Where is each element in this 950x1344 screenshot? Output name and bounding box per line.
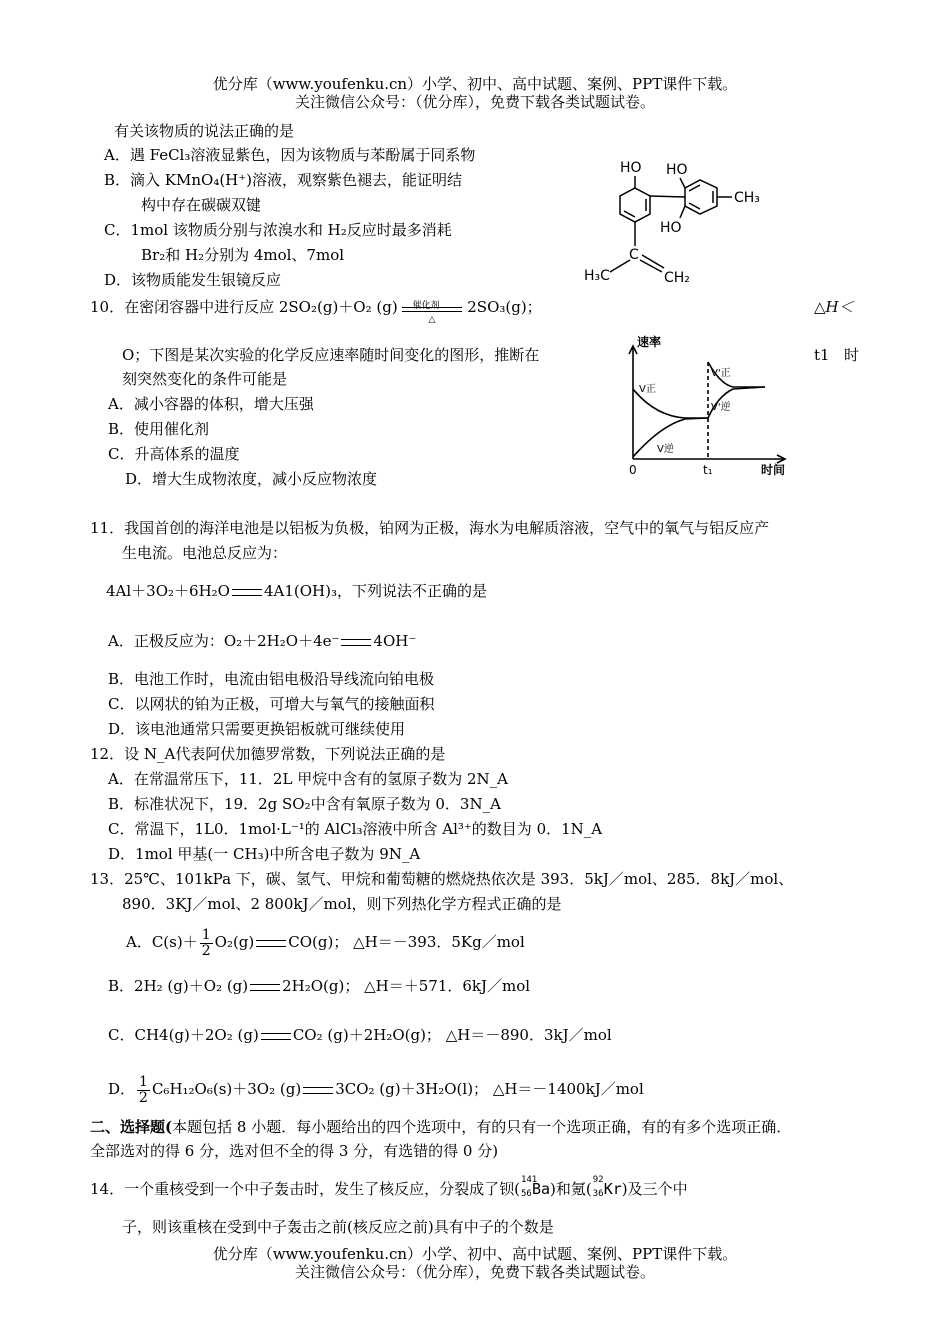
- barium-nuclide: [520, 1175, 551, 1199]
- v-forward-label: V正: [639, 384, 656, 395]
- h3c-label: H₃C: [584, 268, 610, 284]
- equals-sign: [250, 984, 280, 991]
- q14-stem-part1: 14．一个重核受到一个中子轰击时，发生了核反应，分裂成了钡(: [90, 1180, 520, 1198]
- q13-stem-line2: 890．3KJ／mol、2 800kJ／mol，则下列热化学方程式正确的是: [122, 895, 562, 913]
- q10-product: 2SO₃(g)；: [467, 298, 542, 316]
- q12-option-a: A．在常温常压下，11．2L 甲烷中含有的氢原子数为 2N_A: [108, 770, 508, 788]
- q9-option-b-line1: B．滴入 KMnO₄(H⁺)溶液，观察紫色褪去，能证明结: [104, 171, 463, 189]
- section-2-line1: [90, 1117, 791, 1137]
- equals-sign: [256, 940, 286, 947]
- q12-stem: 12．设 N_A代表阿伏加德罗常数，下列说法正确的是: [90, 745, 446, 763]
- v-forward-prime-label: V'正: [711, 368, 731, 379]
- q11-a-left: A．正极反应为：O₂＋2H₂O＋4e⁻: [108, 632, 340, 650]
- v-reverse-label: V逆: [657, 444, 674, 455]
- q10-stem-line3: 刻突然变化的条件可能是: [122, 370, 288, 388]
- krypton-nuclide: [592, 1175, 622, 1199]
- kr-mass-number: 92: [592, 1175, 604, 1185]
- q10-option-a: A．减小容器的体积，增大压强: [108, 395, 314, 413]
- q10-stem-line2: O；下图是某次实验的化学反应速率随时间变化的图形，推断在: [122, 346, 540, 364]
- q9-option-d: D．该物质能发生银镜反应: [104, 271, 282, 289]
- q11-eq-left: 4Al＋3O₂＋6H₂O: [106, 582, 230, 600]
- ch3-label: CH₃: [734, 190, 760, 206]
- header-line-2: 关注微信公众号：（优分库），免费下载各类试题试卷。: [294, 93, 655, 111]
- q13-b-pre: B．2H₂ (g)＋O₂ (g): [108, 977, 249, 995]
- q13-d-pre: D．: [108, 1080, 136, 1098]
- q10-option-c: C．升高体系的温度: [108, 445, 240, 463]
- ba-atomic-number: 56: [520, 1189, 532, 1199]
- x-axis-label: 时间: [761, 463, 786, 477]
- q11-option-a: [108, 631, 416, 651]
- fraction-numerator: 1: [201, 926, 211, 943]
- q11-stem-line1: 11．我国首创的海洋电池是以铝板为负极，铂网为正极，海水为电解质溶液，空气中的氧气与铝反应产: [90, 519, 770, 537]
- molecule-structure: [580, 150, 800, 295]
- q10-delta-h: △H＜: [814, 298, 854, 316]
- q13-d-mid: C₆H₁₂O₆(s)＋3O₂ (g): [151, 1080, 302, 1098]
- footer-line-1: 优分库（www.youfenku.cn）小学、初中、高中试题、案例、PPT课件下载。: [212, 1245, 738, 1263]
- q11-equation: [106, 581, 487, 601]
- q13-d-post: 3CO₂ (g)＋3H₂O(l)； △H＝－1400kJ／mol: [335, 1080, 644, 1098]
- section-2-title: 二、选择题(: [90, 1118, 173, 1136]
- origin-label: 0: [629, 463, 637, 477]
- q14-stem-line1: [90, 1175, 688, 1199]
- q13-c-pre: C．CH4(g)＋2O₂ (g): [108, 1026, 259, 1044]
- q12-option-d: D．1mol 甲基(一 CH₃)中所含电子数为 9N_A: [108, 845, 421, 863]
- c-label: C: [629, 247, 639, 263]
- equals-sign: [341, 639, 371, 646]
- q13-a-mid: O₂(g): [214, 933, 255, 951]
- q10-shi: 时: [844, 346, 860, 364]
- oh-label-1: HO: [620, 160, 642, 176]
- q9-option-a: A．遇 FeCl₃溶液显紫色，因为该物质与苯酚属于同系物: [104, 146, 476, 164]
- y-axis-label: 速率: [637, 335, 662, 349]
- q12-option-b: B．标准状况下，19．2g SO₂中含有氧原子数为 0．3N_A: [108, 795, 501, 813]
- kr-symbol: Kr: [603, 1180, 622, 1198]
- ba-mass-number: 141: [520, 1175, 538, 1185]
- v-reverse-prime-label: V'逆: [711, 402, 731, 413]
- q10-reactants: 10．在密闭容器中进行反应 2SO₂(g)＋O₂ (g): [90, 298, 398, 316]
- q10-option-b: B．使用催化剂: [108, 420, 210, 438]
- q11-option-b: B．电池工作时，电流由铝电极沿导线流向铂电极: [108, 670, 435, 688]
- q11-option-c: C．以网状的铂为正极，可增大与氧气的接触面积: [108, 695, 435, 713]
- section-2-line2: 全部选对的得 6 分，选对但不全的得 3 分，有选错的得 0 分): [90, 1142, 499, 1160]
- q13-c-post: CO₂ (g)＋2H₂O(g)； △H＝－890．3kJ／mol: [292, 1026, 612, 1044]
- q14-stem-part2: )及三个中: [621, 1180, 688, 1198]
- fraction-half: [137, 1075, 150, 1106]
- right-benzene-ring: [685, 180, 717, 214]
- q9-option-c-line1: C．1mol 该物质分别与浓溴水和 H₂反应时最多消耗: [104, 221, 452, 239]
- q13-stem-line1: 13．25℃、101kPa 下，碳、氢气、甲烷和葡萄糖的燃烧热依次是 393．5kJ／mol、285．8kJ／mol、: [90, 870, 794, 888]
- header-line-1: 优分库（www.youfenku.cn）小学、初中、高中试题、案例、PPT课件下载。: [212, 75, 738, 93]
- q13-option-b: [108, 976, 530, 996]
- kr-atomic-number: 36: [592, 1189, 604, 1199]
- q10-t1: t1: [814, 346, 830, 364]
- q14-mid: )和氪(: [550, 1180, 592, 1198]
- section-2-text1: 本题包括 8 小题．每小题给出的四个选项中，有的只有一个选项正确，有的有多个选项正确．: [172, 1118, 792, 1136]
- q13-option-d: [108, 1072, 644, 1106]
- q12-option-c: C．常温下，1L0．1mol·L⁻¹的 AlCl₃溶液中所含 Al³⁺的数目为 0．1N_A: [108, 820, 603, 838]
- q13-a-pre: A．C(s)＋: [126, 933, 198, 951]
- q13-option-c: [108, 1025, 612, 1045]
- q9-option-c-line2: Br₂和 H₂分别为 4mol、7mol: [141, 246, 345, 264]
- fraction-half: [200, 928, 213, 959]
- ch2-label: CH₂: [664, 270, 690, 286]
- q11-a-right: 4OH⁻: [373, 632, 417, 650]
- fraction-denominator: 2: [201, 942, 211, 959]
- equals-sign: [232, 589, 262, 596]
- q11-eq-right: 4A1(OH)₃，下列说法不正确的是: [263, 582, 487, 600]
- q10-stem-line1: [90, 297, 542, 325]
- heat-label: △: [428, 315, 436, 325]
- catalyst-label: 催化剂: [412, 301, 440, 311]
- q14-stem-line2: 子，则该重核在受到中子轰击之前(核反应之前)具有中子的个数是: [122, 1218, 554, 1236]
- t1-tick-label: t₁: [703, 463, 713, 477]
- q11-option-d: D．该电池通常只需要更换铝板就可继续使用: [108, 720, 406, 738]
- fraction-numerator: 1: [139, 1073, 148, 1090]
- reversible-arrow: [402, 298, 462, 325]
- equals-sign: [303, 1087, 333, 1094]
- q13-a-post: CO(g)； △H＝－393．5Kg／mol: [288, 933, 525, 951]
- q13-option-a: [126, 925, 525, 959]
- rate-time-graph: [615, 334, 795, 479]
- footer-line-2: 关注微信公众号：（优分库），免费下载各类试题试卷。: [294, 1263, 655, 1281]
- q9-option-b-line2: 构中存在碳碳双键: [141, 196, 262, 214]
- equals-sign: [261, 1033, 291, 1040]
- q10-option-d: D．增大生成物浓度，减小反应物浓度: [125, 470, 378, 488]
- q13-b-post: 2H₂O(g)； △H＝＋571．6kJ／mol: [282, 977, 531, 995]
- fraction-denominator: 2: [139, 1089, 148, 1106]
- ba-symbol: Ba: [531, 1180, 551, 1198]
- oh-label-2: HO: [666, 162, 688, 178]
- oh-label-3: HO: [660, 220, 682, 236]
- q9-stem: 有关该物质的说法正确的是: [114, 122, 295, 140]
- q11-stem-line2: 生电流。电池总反应为：: [122, 544, 288, 562]
